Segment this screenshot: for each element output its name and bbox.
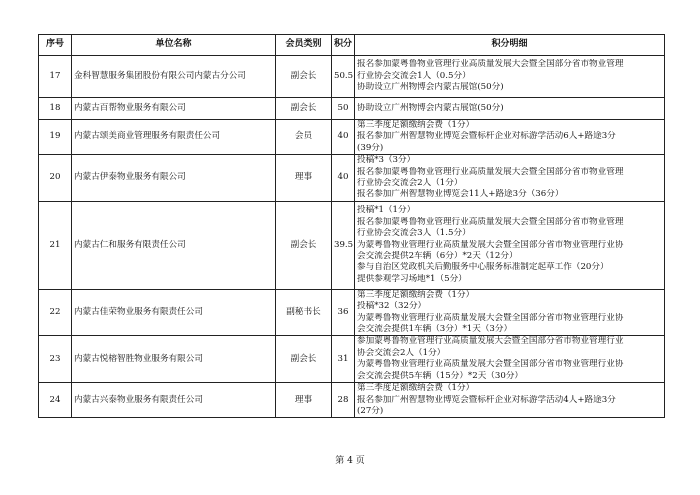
detail-line: 协助设立广州物博会内蒙古展馆(50分): [357, 102, 504, 113]
row-serial-number: 23: [39, 336, 72, 383]
detail-line: 报名参加蒙粤鲁物业管理行业高质量发展大会暨全国部分省市物业管理: [357, 59, 624, 70]
detail-line: 报名参加广州智慧物业博览会暨标杆企业对标游学活动4人+路途3分: [357, 394, 616, 405]
row-member-type: 副会长: [276, 201, 332, 289]
row-points-detail: [355, 120, 665, 155]
row-serial-number: 17: [39, 56, 72, 98]
header-serial-number: 序号: [39, 35, 72, 56]
header-member-type: 会员类别: [276, 35, 332, 56]
table-row: [39, 201, 665, 289]
row-member-type: 副会长: [276, 98, 332, 120]
table-row: [39, 155, 665, 202]
detail-line: 提供参观学习场地*1（5分）: [357, 273, 467, 284]
detail-line: 行业协会交流会3人（1.5分）: [357, 228, 471, 239]
row-unit-name: 内蒙古伊泰物业服务有限公司: [72, 155, 276, 202]
detail-line: 协助设立广州物博会内蒙古展馆(50分): [357, 82, 504, 93]
row-points-detail: [355, 98, 665, 120]
detail-line: 会交流会提供5车辆（15分）*2天（30分）: [357, 370, 524, 381]
row-points: 28: [332, 383, 355, 418]
row-serial-number: 18: [39, 98, 72, 120]
row-points: 50.5: [332, 56, 355, 98]
detail-line: 为蒙粤鲁物业管理行业高质量发展大会暨全国部分省市物业管理行业协: [357, 312, 624, 323]
row-serial-number: 24: [39, 383, 72, 418]
header-unit-name: 单位名称: [72, 35, 276, 56]
detail-line: 协会交流会2人（1分）: [357, 347, 446, 358]
detail-line: 会交流会提供2车辆（6分）*2天（12分）: [357, 251, 518, 262]
detail-line: 会交流会提供1车辆（3分）*1天（3分）: [357, 324, 513, 335]
row-member-type: 副会长: [276, 336, 332, 383]
row-unit-name: 内蒙古佳荣物业服务有限责任公司: [72, 289, 276, 336]
row-unit-name: 金科智慧服务集团股份有限公司内蒙古分公司: [72, 56, 276, 98]
row-points: 36: [332, 289, 355, 336]
detail-line: 为蒙粤鲁物业管理行业高质量发展大会暨全国部分省市物业管理行业协: [357, 359, 624, 370]
detail-line: 报名参加广州智慧物业博览会暨标杆企业对标游学活动6人+路途3分: [357, 131, 616, 142]
row-points-detail: [355, 155, 665, 202]
table-header-row: [39, 35, 665, 56]
row-unit-name: 内蒙古悦榕智胜物业服务有限公司: [72, 336, 276, 383]
row-unit-name: 内蒙古百帮物业服务有限公司: [72, 98, 276, 120]
detail-line: (39分): [357, 142, 384, 153]
row-member-type: 会员: [276, 120, 332, 155]
detail-line: 第三季度足额缴纳会费（1分）: [357, 120, 475, 130]
row-points-detail: [355, 56, 665, 98]
detail-line: 参与自治区党政机关后勤服务中心服务标准制定起草工作（20分）: [357, 262, 609, 273]
row-member-type: 副秘书长: [276, 289, 332, 336]
row-serial-number: 22: [39, 289, 72, 336]
row-unit-name: 内蒙古仁和服务有限责任公司: [72, 201, 276, 289]
row-points-detail: [355, 289, 665, 336]
row-unit-name: 内蒙古颂美商业管理服务有限责任公司: [72, 120, 276, 155]
row-points: 40: [332, 155, 355, 202]
row-member-type: 理事: [276, 383, 332, 418]
table-row: [39, 336, 665, 383]
header-points-detail: 积分明细: [355, 35, 665, 56]
row-serial-number: 19: [39, 120, 72, 155]
detail-line: 投稿*1（1分）: [357, 205, 416, 216]
detail-line: 投稿*32（32分）: [357, 301, 427, 312]
row-points: 50: [332, 98, 355, 120]
detail-line: 行业协会交流会2人（1分）: [357, 178, 463, 189]
detail-line: 报名参加蒙粤鲁物业管理行业高质量发展大会暨全国部分省市物业管理: [357, 216, 624, 227]
detail-line: 报名参加广州智慧物业博览会11人+路途3分（36分）: [357, 189, 564, 200]
table-row: [39, 56, 665, 98]
detail-line: 报名参加蒙粤鲁物业管理行业高质量发展大会暨全国部分省市物业管理: [357, 166, 624, 177]
table-body: [39, 56, 665, 418]
detail-line: (27分): [357, 405, 384, 416]
row-points-detail: [355, 201, 665, 289]
table-row: [39, 98, 665, 120]
row-member-type: 理事: [276, 155, 332, 202]
table-row: [39, 120, 665, 155]
row-points: 40: [332, 120, 355, 155]
detail-line: 第三季度足额缴纳会费（1分）: [357, 383, 475, 394]
points-table: [38, 34, 665, 418]
row-points: 39.5: [332, 201, 355, 289]
detail-line: 行业协会交流会1人（0.5分）: [357, 70, 471, 81]
row-member-type: 副会长: [276, 56, 332, 98]
detail-line: 第三季度足额缴纳会费（1分）: [357, 289, 475, 300]
row-unit-name: 内蒙古兴泰物业服务有限责任公司: [72, 383, 276, 418]
row-points-detail: [355, 383, 665, 418]
row-points: 31: [332, 336, 355, 383]
detail-line: 参加蒙粤鲁物业管理行业高质量发展大会暨全国部分省市物业管理行业: [357, 336, 624, 347]
detail-line: 为蒙粤鲁物业管理行业高质量发展大会暨全国部分省市物业管理行业协: [357, 239, 624, 250]
table-row: [39, 383, 665, 418]
row-serial-number: 20: [39, 155, 72, 202]
page-number: 第 4 页: [335, 456, 365, 466]
row-serial-number: 21: [39, 201, 72, 289]
header-points: 积分: [332, 35, 355, 56]
detail-line: 投稿*3（3分）: [357, 155, 416, 166]
table-row: [39, 289, 665, 336]
row-points-detail: [355, 336, 665, 383]
